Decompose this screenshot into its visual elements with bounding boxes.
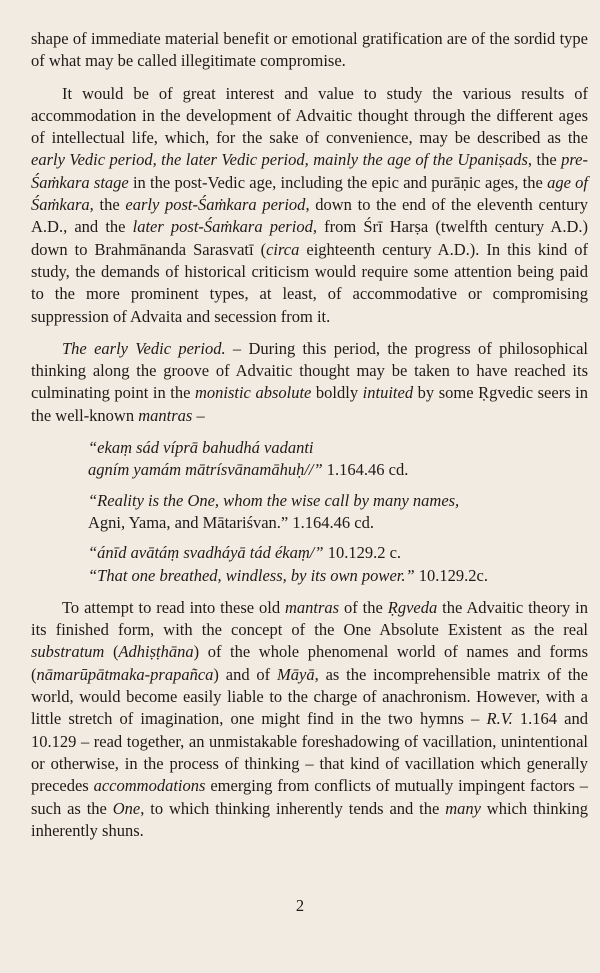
quote3-segment: 10.129.2c. — [414, 565, 488, 585]
para4-segment: nāmarūpātmaka-prapañca — [36, 664, 214, 684]
para3-segment: by some Ṛgvedic seers in the well-known — [31, 383, 589, 425]
para1-segment: shape of immediate material benefit or emotional gratification are of the sordid type of what may be called illegitimate compromise. — [31, 29, 588, 71]
para3-segment: – — [192, 405, 205, 425]
para4-segment: One — [112, 798, 141, 818]
para4-segment: To attempt to read into these old — [62, 597, 285, 617]
page-number: 2 — [295, 896, 305, 915]
body-text — [31, 28, 588, 842]
para3-segment: monistic absolute — [194, 383, 312, 403]
para2-segment: circa — [266, 239, 300, 259]
quote3-segment: “ánīd avātáṃ svadháyā tád ékaṃ/” — [88, 543, 324, 563]
para2-segment: It would be of great interest and value to study the various results of accommodation in the development of Advaitic thought through the different ages of intellectual life, which, for the sake of convenience, may be described as the — [31, 83, 588, 148]
quote3-segment: “That one breathed, windless, by its own power.” — [88, 565, 415, 585]
paragraph-early-vedic-period — [31, 338, 588, 427]
para2-segment: eighteenth century A.D.). In this kind of study, the demands of historical criticism would require some attention being paid to the more prominent types, at least, of accommodative or compromising suppression of Advaita and secession from it. — [31, 239, 589, 326]
para2-segment: pre-Śaṁkara stage — [31, 150, 588, 192]
para2-segment: early post-Śaṁkara period — [125, 195, 306, 215]
para2-segment: , the — [89, 195, 126, 215]
para4-segment: of the — [339, 597, 388, 617]
para4-segment: accommodations — [93, 776, 206, 796]
para4-segment: the Advaitic theory in its finished form, with the concept of the One Absolute Existent as the real — [31, 597, 588, 640]
para3-segment: intuited — [362, 383, 414, 403]
para4-segment: R.V. — [486, 709, 513, 729]
para2-segment: later post-Śaṁkara period — [132, 217, 313, 237]
para4-segment: emerging from conflicts of mutually impingent factors – such as the — [31, 776, 588, 818]
para2-segment: early Vedic period, the later Vedic period, mainly the age of the Upaniṣads — [31, 150, 528, 170]
quote3-segment: 10.129.2 c. — [323, 543, 402, 563]
para4-segment: ) and of — [213, 664, 278, 684]
para4-segment: 1.164 and 10.129 – read together, an unmistakable foreshadowing of vacillation, unintentional or otherwise, in the process of thinking – that kind of vacillation which generally precedes — [31, 709, 588, 796]
quote2-segment: “Reality is the One, whom the wise call by many names, — [88, 490, 460, 510]
quote1-segment: “ekaṃ sád víprā bahudhá vadanti — [88, 438, 314, 458]
paragraph-continuation — [31, 28, 588, 73]
para4-segment: ( — [104, 642, 119, 662]
para4-segment: substratum — [31, 642, 105, 662]
quote2-segment: Agni, Yama, and Mātariśvan.” 1.164.46 cd. — [88, 512, 374, 532]
para4-segment: Adhiṣṭhāna — [118, 642, 194, 662]
quote-translation-1-164-46 — [31, 490, 588, 535]
quote-10-129-2 — [31, 542, 588, 587]
para2-segment: , from Śrī Harṣa (twelfth century A.D.) down to Brahmānanda Sarasvatī ( — [31, 217, 588, 259]
para4-segment: Ṛgveda — [387, 597, 438, 617]
para4-segment: many — [445, 798, 481, 818]
quote1-segment: 1.164.46 cd. — [322, 460, 409, 480]
para4-segment: , as the incomprehensible matrix of the world, would become easily liable to the charge of anachronism. However, with a little stretch of imagination, one might find in the two hymns – — [31, 664, 588, 729]
para4-segment: which thinking inherently shuns. — [31, 798, 588, 840]
quote-sanskrit-1-164-46 — [31, 437, 588, 482]
para4-segment: mantras — [285, 597, 340, 617]
para3-segment: The early Vedic period. — [62, 338, 226, 358]
para3-segment: – During this period, the progress of philosophical thinking along the groove of Advaitic thought may be taken to have reached its culminating point in the — [31, 338, 589, 403]
para4-segment: Māyā — [277, 664, 315, 684]
para2-segment: , down to the end of the eleventh century A.D., and the — [31, 195, 588, 237]
para4-segment: , to which thinking inherently tends and the — [140, 798, 446, 818]
quote1-segment: agním yamám mātrísvānamāhuḥ//” — [88, 460, 323, 480]
paragraph-anachronism — [31, 597, 588, 842]
para2-segment: age of Śaṁkara — [31, 172, 588, 215]
para3-segment: boldly — [311, 383, 363, 403]
para2-segment: , the — [527, 150, 562, 170]
para2-segment: in the post-Vedic age, including the epic and purāṇic ages, the — [128, 172, 548, 192]
para4-segment: ) of the whole phenomenal world of names and forms ( — [31, 642, 588, 684]
para3-segment: mantras — [138, 405, 193, 425]
paragraph-stages-of-advaitic-thought — [31, 83, 588, 328]
